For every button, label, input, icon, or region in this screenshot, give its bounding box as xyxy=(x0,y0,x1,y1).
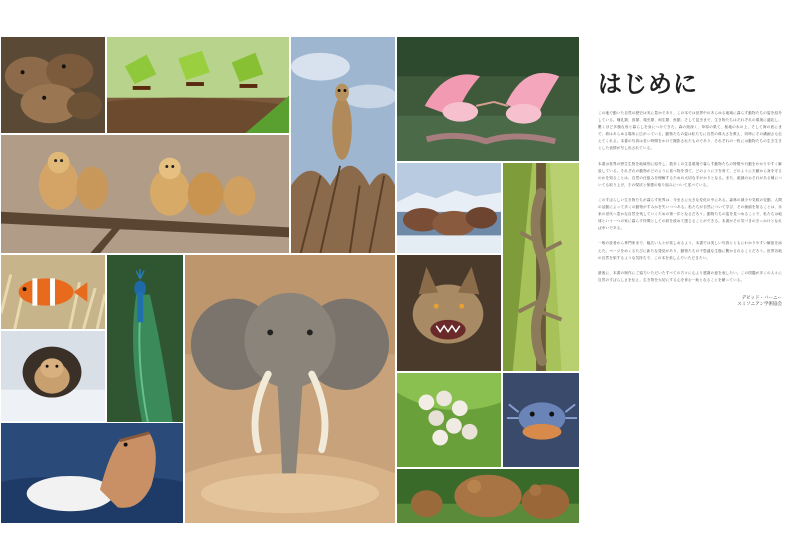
intro-paragraph: このすばらしい生き物たちが暮らす世界は、今まさに大きな変化の中にある。森林の減少や気候の変動、人間の活動によって多くの動物がすみかを失いつつある。私たちが自然について学び、その価値を知ることは、未来の世代へ豊かな自然を残していくための第一歩となるだろう。動物たちの姿を見つめることで、私たちは地球という一つの家に暮らす仲間としての絆を改めて感じることができる。本書がその気づきのきっかけとなれば幸いである。 xyxy=(598,197,782,231)
jackal-photo-icon xyxy=(397,255,501,371)
clownfish-photo-icon xyxy=(1,255,105,329)
author-name: デビッド・バーニー xyxy=(741,295,782,301)
peacock-photo xyxy=(106,254,184,442)
bears-photo xyxy=(396,468,580,524)
elephant-photo-icon xyxy=(185,255,395,523)
intro-paragraph: 一般の読者から専門家まで、幅広い人々が楽しめるよう、本書では美しい写真とともにわかりやすい解説を添えた。ページをめくるたびに新たな発見があり、動物たちの不思議な生態に驚かされることだろう。世界各地の自然を旅するような気持ちで、この本を楽しんでいただきたい。 xyxy=(598,241,782,260)
bat-photo-icon xyxy=(397,373,501,467)
stoat-photo-icon xyxy=(1,331,105,421)
leafcutter-ant-photo-icon xyxy=(107,37,289,133)
elephant-photo xyxy=(184,254,396,524)
intro-paragraph: 本書は世界の野生生物を地域別に紹介し、数多くの生息環境で暮らす動物たちの特徴や行動をわかりやすく解説している。それぞれの動物がどのように食べ物を得て、どのように子を育て、どのように天敵から身を守るのかを知ることは、自然の仕組みを理解するための大切な手がかりとなる。また、絶滅のおそれがある種についても取り上げ、その現状と保護の取り組みについて述べている。 xyxy=(598,161,782,187)
gecko-photo-icon xyxy=(503,163,579,371)
spoonbills-photo xyxy=(396,36,580,162)
meerkat-photo-icon xyxy=(291,37,395,253)
gecko-photo xyxy=(502,162,580,372)
mice-photo xyxy=(0,36,106,134)
walruses-photo xyxy=(396,162,502,254)
page-heading: はじめに xyxy=(598,70,698,98)
introduction-column xyxy=(598,70,782,540)
clownfish-photo xyxy=(0,254,106,330)
bear-photo-icon xyxy=(397,469,579,523)
author-affiliation: スミソニアン学術協会 xyxy=(737,302,782,308)
intro-paragraph: この地で動いた自然の歴史は実に豊かであり、この本では世界中のあらゆる地域に暮らす動物たちの姿を紹介している。哺乳類、鳥類、爬虫類、両生類、魚類、そして昆虫まで、生き物たちはそれぞれの環境に適応し、驚くほど多様な形と暮らしを身につけてきた。森の奥深く、草原の果て、極地の氷の上、そして海の底にまで、命はあらゆる場所に広がっている。動物たちの姿は私たちに自然の偉大さを教え、同時にその繊細さも伝えてくれる。本書の写真は長い時間をかけて撮影されたものであり、それぞれの一枚には動物たちの生き生きとした表情が写し出されている。 xyxy=(598,111,782,151)
walrus-photo-icon xyxy=(397,163,501,253)
mice-photo-icon xyxy=(1,37,105,133)
bats-photo xyxy=(396,372,502,468)
author-signature xyxy=(598,296,782,309)
axolotl-photo-icon xyxy=(503,373,579,467)
monkey-photo-icon xyxy=(1,135,289,253)
snub-nosed-monkeys-photo xyxy=(0,134,290,254)
axolotl-photo xyxy=(502,372,580,468)
intro-paragraph: 最後に、本書の制作にご協力いただいたすべての方々に心より感謝の意を表したい。この図鑑が多くの人々に自然のすばらしさを伝え、生き物を大切にする心を育む一助となることを願っている。 xyxy=(598,270,782,282)
leafcutter-ants-photo xyxy=(106,36,290,134)
photo-collage xyxy=(0,36,580,524)
jackal-photo xyxy=(396,254,502,372)
stoat-photo xyxy=(0,330,106,422)
pelican-photo xyxy=(0,422,184,524)
peacock-photo-icon xyxy=(107,255,183,441)
spoonbill-photo-icon xyxy=(397,37,579,161)
pelican-photo-icon xyxy=(1,423,183,523)
meerkat-photo xyxy=(290,36,396,254)
